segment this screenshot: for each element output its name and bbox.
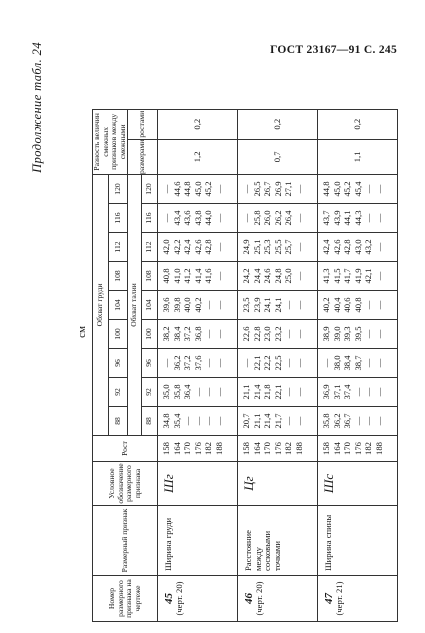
measure-value: 45,2: [342, 181, 353, 197]
measure-value: —: [283, 329, 294, 339]
measure-value: 42,2: [171, 239, 182, 255]
measure-value: 40,8: [161, 268, 171, 284]
measure-value: 21,4: [262, 413, 273, 429]
measure-value: —: [293, 329, 304, 339]
measure-value: 25,1: [251, 239, 262, 255]
measure-column: [318, 175, 398, 204]
measure-value: 41,4: [192, 268, 203, 284]
measure-column: [158, 233, 238, 262]
measure-value: 44,3: [352, 210, 363, 226]
measure-value: —: [352, 387, 363, 397]
height-value: 164: [251, 442, 262, 455]
header-name: Размерный признак: [93, 506, 158, 576]
diff-height-value: 0,2: [238, 109, 318, 139]
measure-value: —: [373, 329, 384, 339]
height-value: 170: [182, 442, 193, 455]
header-height: Рост: [93, 436, 158, 462]
measure-value: 39,5: [352, 326, 363, 342]
measure-value: —: [203, 329, 214, 339]
row-code: Шг: [158, 462, 238, 506]
measure-value: 26,0: [262, 210, 273, 226]
measure-value: 24,4: [251, 268, 262, 284]
measure-value: —: [293, 358, 304, 368]
measure-value: 24,2: [241, 268, 251, 284]
measure-value: —: [213, 329, 224, 339]
measure-value: —: [293, 271, 304, 281]
measure-value: 39,8: [171, 297, 182, 313]
measure-value: 27,1: [283, 181, 294, 197]
measure-value: 45,0: [331, 181, 342, 197]
height-value: 182: [363, 442, 374, 455]
table-row: [318, 109, 398, 621]
row-drawing-ref: (черт. 21): [334, 581, 345, 616]
measure-value: 40,8: [352, 297, 363, 313]
measure-value: 41,6: [203, 268, 214, 284]
row-drawing-ref: (черт. 20): [254, 581, 265, 616]
measure-value: 42,1: [363, 268, 374, 284]
chest-value-cell: 96: [109, 349, 128, 378]
row-number: 47: [323, 593, 335, 604]
waist-value-cell: 108: [142, 262, 158, 291]
row-code: Цг: [238, 462, 318, 506]
measure-column: [158, 320, 238, 349]
measure-value: —: [192, 387, 203, 397]
measure-value: —: [373, 358, 384, 368]
measure-column: [158, 262, 238, 291]
measure-value: 36,8: [192, 326, 203, 342]
height-value: 158: [321, 442, 331, 455]
measure-value: —: [161, 184, 171, 194]
measure-value: 21,8: [262, 384, 273, 400]
height-value: 158: [161, 442, 171, 455]
measure-value: 24,9: [241, 239, 251, 255]
table-continuation-caption: Продолжение табл. 24: [30, 42, 44, 173]
measure-value: 38,7: [352, 355, 363, 371]
measure-column: [158, 175, 238, 204]
measure-value: 40,2: [192, 297, 203, 313]
measure-value: 42,6: [331, 239, 342, 255]
measure-value: 43,7: [321, 210, 331, 226]
measure-column: [238, 349, 318, 378]
diff-size-value: 1,2: [158, 139, 238, 174]
measure-value: —: [213, 358, 224, 368]
row-heights: [318, 436, 398, 462]
waist-value-cell: 104: [142, 291, 158, 320]
measure-value: 36,7: [342, 413, 353, 429]
table-body: [158, 109, 398, 621]
measure-value: 24,1: [262, 297, 273, 313]
rotated-table-block: [30, 42, 402, 622]
table-row: [238, 109, 318, 621]
measure-column: [238, 378, 318, 407]
measure-column: [238, 233, 318, 262]
measure-value: 39,6: [161, 297, 171, 313]
measure-column: [238, 204, 318, 233]
waist-value-cell: 100: [142, 320, 158, 349]
header-code: Условное обозначение размерного признака: [93, 462, 158, 506]
diff-height-value: 0,2: [318, 109, 398, 139]
measure-value: —: [293, 387, 304, 397]
chest-value-cell: 104: [109, 291, 128, 320]
table-row: [158, 109, 238, 621]
measure-value: 25,0: [283, 268, 294, 284]
measure-value: —: [283, 300, 294, 310]
running-header: ГОСТ 23167—91 С. 245: [270, 44, 397, 56]
measure-value: 36,9: [321, 384, 331, 400]
height-value: 164: [331, 442, 342, 455]
measure-column: [318, 204, 398, 233]
measure-value: 44,8: [182, 181, 193, 197]
diff-size-value: 1,1: [318, 139, 398, 174]
chest-value-cell: 112: [109, 233, 128, 262]
measure-value: 35,8: [171, 384, 182, 400]
chest-value-cell: 92: [109, 378, 128, 407]
measure-value: —: [373, 416, 384, 426]
measure-value: 35,0: [161, 384, 171, 400]
measure-value: 25,8: [251, 210, 262, 226]
measure-value: —: [213, 184, 224, 194]
measure-value: 41,5: [331, 268, 342, 284]
row-number: 45: [163, 593, 175, 604]
measure-value: —: [203, 387, 214, 397]
measure-value: —: [363, 300, 374, 310]
measure-value: 22,6: [241, 326, 251, 342]
measure-column: [158, 378, 238, 407]
measure-value: 39,3: [342, 326, 353, 342]
measure-value: 36,4: [182, 384, 193, 400]
measure-value: —: [321, 358, 331, 368]
header-chest-group: Обхват груди: [93, 175, 109, 436]
measure-value: —: [283, 387, 294, 397]
measure-value: 43,9: [331, 210, 342, 226]
chest-value-cell: 108: [109, 262, 128, 291]
measure-value: 45,4: [352, 181, 363, 197]
measure-value: —: [213, 242, 224, 252]
measure-value: 41,3: [321, 268, 331, 284]
measure-value: 44,0: [203, 210, 214, 226]
measure-value: —: [293, 213, 304, 223]
measure-value: 21,7: [272, 413, 283, 429]
measure-column: [238, 175, 318, 204]
measure-value: 40,2: [321, 297, 331, 313]
measure-value: 41,7: [342, 268, 353, 284]
row-drawing-ref: (черт. 20): [174, 581, 185, 616]
waist-value-cell: 92: [142, 378, 158, 407]
measure-column: [158, 204, 238, 233]
height-value: 182: [283, 442, 294, 455]
measure-value: —: [373, 242, 384, 252]
measure-value: 43,2: [363, 239, 374, 255]
measure-column: [318, 233, 398, 262]
measure-value: —: [213, 300, 224, 310]
measure-value: 37,2: [182, 355, 193, 371]
diff-size-value: 0,7: [238, 139, 318, 174]
measure-value: —: [293, 184, 304, 194]
size-table: [92, 109, 398, 622]
measure-value: 26,2: [272, 210, 283, 226]
measure-value: —: [283, 358, 294, 368]
measure-value: —: [203, 300, 214, 310]
measure-value: —: [241, 213, 251, 223]
measure-value: —: [182, 416, 193, 426]
height-value: 188: [213, 442, 224, 455]
height-value: 176: [272, 442, 283, 455]
header-waist-group: Обхват талии: [128, 175, 142, 436]
measure-value: —: [203, 416, 214, 426]
measure-value: —: [161, 358, 171, 368]
measure-value: 26,5: [251, 181, 262, 197]
diff-height-value: 0,2: [158, 109, 238, 139]
measure-value: —: [293, 300, 304, 310]
measure-value: 43,8: [192, 210, 203, 226]
measure-value: 22,2: [262, 355, 273, 371]
measure-value: 22,1: [251, 355, 262, 371]
measure-value: —: [241, 184, 251, 194]
measure-value: —: [213, 213, 224, 223]
measure-column: [318, 349, 398, 378]
measure-value: 39,0: [331, 326, 342, 342]
measure-value: 38,0: [331, 355, 342, 371]
measure-column: [318, 378, 398, 407]
measure-value: 21,1: [251, 413, 262, 429]
measure-value: 20,7: [241, 413, 251, 429]
measure-value: 42,8: [203, 239, 214, 255]
measure-value: —: [363, 387, 374, 397]
measure-column: [318, 407, 398, 436]
measure-value: 40,6: [342, 297, 353, 313]
waist-value-cell: 116: [142, 204, 158, 233]
measure-value: 42,4: [321, 239, 331, 255]
measure-value: 24,1: [272, 297, 283, 313]
measure-value: 34,8: [161, 413, 171, 429]
measure-column: [238, 262, 318, 291]
height-value: 176: [192, 442, 203, 455]
measure-value: 44,6: [171, 181, 182, 197]
measure-value: 45,2: [203, 181, 214, 197]
measure-value: —: [363, 184, 374, 194]
measure-column: [158, 291, 238, 320]
measure-value: 41,9: [352, 268, 363, 284]
measure-value: 44,8: [321, 181, 331, 197]
row-number-cell: [158, 576, 238, 622]
measure-value: —: [213, 416, 224, 426]
chest-value-cell: 100: [109, 320, 128, 349]
row-name: Расстояние между сосковыми точками: [238, 506, 318, 576]
measure-value: —: [161, 213, 171, 223]
measure-value: 22,1: [272, 384, 283, 400]
row-number-cell: [238, 576, 318, 622]
measure-value: 44,1: [342, 210, 353, 226]
measure-value: 26,4: [283, 210, 294, 226]
measure-value: 23,9: [251, 297, 262, 313]
measure-value: —: [373, 300, 384, 310]
height-value: 176: [352, 442, 363, 455]
measure-value: 36,2: [171, 355, 182, 371]
measure-value: 35,4: [171, 413, 182, 429]
measure-value: 25,3: [262, 239, 273, 255]
measure-value: —: [213, 271, 224, 281]
measure-column: [238, 320, 318, 349]
chest-value-cell: 120: [109, 175, 128, 204]
measure-value: 22,8: [251, 326, 262, 342]
waist-value-cell: 88: [142, 407, 158, 436]
measure-column: [158, 407, 238, 436]
measure-value: 41,2: [182, 268, 193, 284]
measure-value: 43,6: [182, 210, 193, 226]
measure-value: 37,4: [342, 384, 353, 400]
height-value: 188: [293, 442, 304, 455]
measure-value: —: [203, 358, 214, 368]
measure-value: 38,9: [321, 326, 331, 342]
measure-value: 26,9: [272, 181, 283, 197]
unit-label: см: [76, 326, 88, 338]
height-value: 170: [262, 442, 273, 455]
measure-value: 42,4: [182, 239, 193, 255]
measure-column: [238, 291, 318, 320]
measure-value: 43,4: [171, 210, 182, 226]
measure-column: [158, 349, 238, 378]
page-header: [0, 0, 425, 56]
measure-value: 40,0: [182, 297, 193, 313]
row-number: 46: [243, 593, 255, 604]
measure-value: 35,8: [321, 413, 331, 429]
measure-value: 22,5: [272, 355, 283, 371]
measure-column: [318, 262, 398, 291]
measure-value: 38,4: [342, 355, 353, 371]
height-value: 188: [373, 442, 384, 455]
measure-value: 37,1: [331, 384, 342, 400]
measure-value: 24,6: [262, 268, 273, 284]
measure-value: 41,0: [171, 268, 182, 284]
height-value: 170: [342, 442, 353, 455]
measure-value: 43,0: [352, 239, 363, 255]
measure-value: —: [283, 416, 294, 426]
row-code: Шс: [318, 462, 398, 506]
measure-value: —: [373, 271, 384, 281]
measure-value: —: [363, 358, 374, 368]
height-value: 158: [241, 442, 251, 455]
measure-value: 24,8: [272, 268, 283, 284]
measure-value: 45,0: [192, 181, 203, 197]
measure-value: 38,4: [171, 326, 182, 342]
measure-value: —: [352, 416, 363, 426]
row-number-cell: [318, 576, 398, 622]
measure-value: 21,1: [241, 384, 251, 400]
measure-value: 40,4: [331, 297, 342, 313]
measure-value: 21,4: [251, 384, 262, 400]
chest-value-cell: 88: [109, 407, 128, 436]
measure-column: [238, 407, 318, 436]
measure-value: —: [192, 416, 203, 426]
measure-value: —: [373, 184, 384, 194]
waist-value-cell: 96: [142, 349, 158, 378]
measure-value: 42,6: [192, 239, 203, 255]
measure-value: 23,5: [241, 297, 251, 313]
measure-value: 37,2: [182, 326, 193, 342]
measure-value: —: [363, 213, 374, 223]
measure-value: 38,2: [161, 326, 171, 342]
measure-value: —: [363, 329, 374, 339]
measure-value: 42,0: [161, 239, 171, 255]
measure-column: [318, 291, 398, 320]
measure-value: 25,5: [272, 239, 283, 255]
chest-value-cell: 116: [109, 204, 128, 233]
header-diff-size: размерами: [128, 139, 158, 174]
measure-value: —: [241, 358, 251, 368]
measure-value: —: [373, 387, 384, 397]
waist-value-cell: 112: [142, 233, 158, 262]
row-heights: [238, 436, 318, 462]
measure-value: 23,2: [272, 326, 283, 342]
measure-value: —: [293, 242, 304, 252]
measure-value: —: [373, 213, 384, 223]
measure-value: —: [363, 416, 374, 426]
measure-value: —: [213, 387, 224, 397]
measure-value: 25,7: [283, 239, 294, 255]
measure-value: 37,6: [192, 355, 203, 371]
header-diff-height: ростами: [128, 109, 158, 139]
measure-column: [318, 320, 398, 349]
waist-value-cell: 120: [142, 175, 158, 204]
measure-value: —: [293, 416, 304, 426]
row-name: Ширина груди: [158, 506, 238, 576]
measure-value: 26,7: [262, 181, 273, 197]
measure-value: 23,0: [262, 326, 273, 342]
row-name: Ширина спины: [318, 506, 398, 576]
measure-value: 42,8: [342, 239, 353, 255]
height-value: 182: [203, 442, 214, 455]
measure-value: 36,2: [331, 413, 342, 429]
header-number: Номер размерного признака на чертеже: [93, 576, 158, 622]
row-heights: [158, 436, 238, 462]
height-value: 164: [171, 442, 182, 455]
header-diff-title: Разность величин смежных признаков между смежными: [93, 109, 128, 174]
